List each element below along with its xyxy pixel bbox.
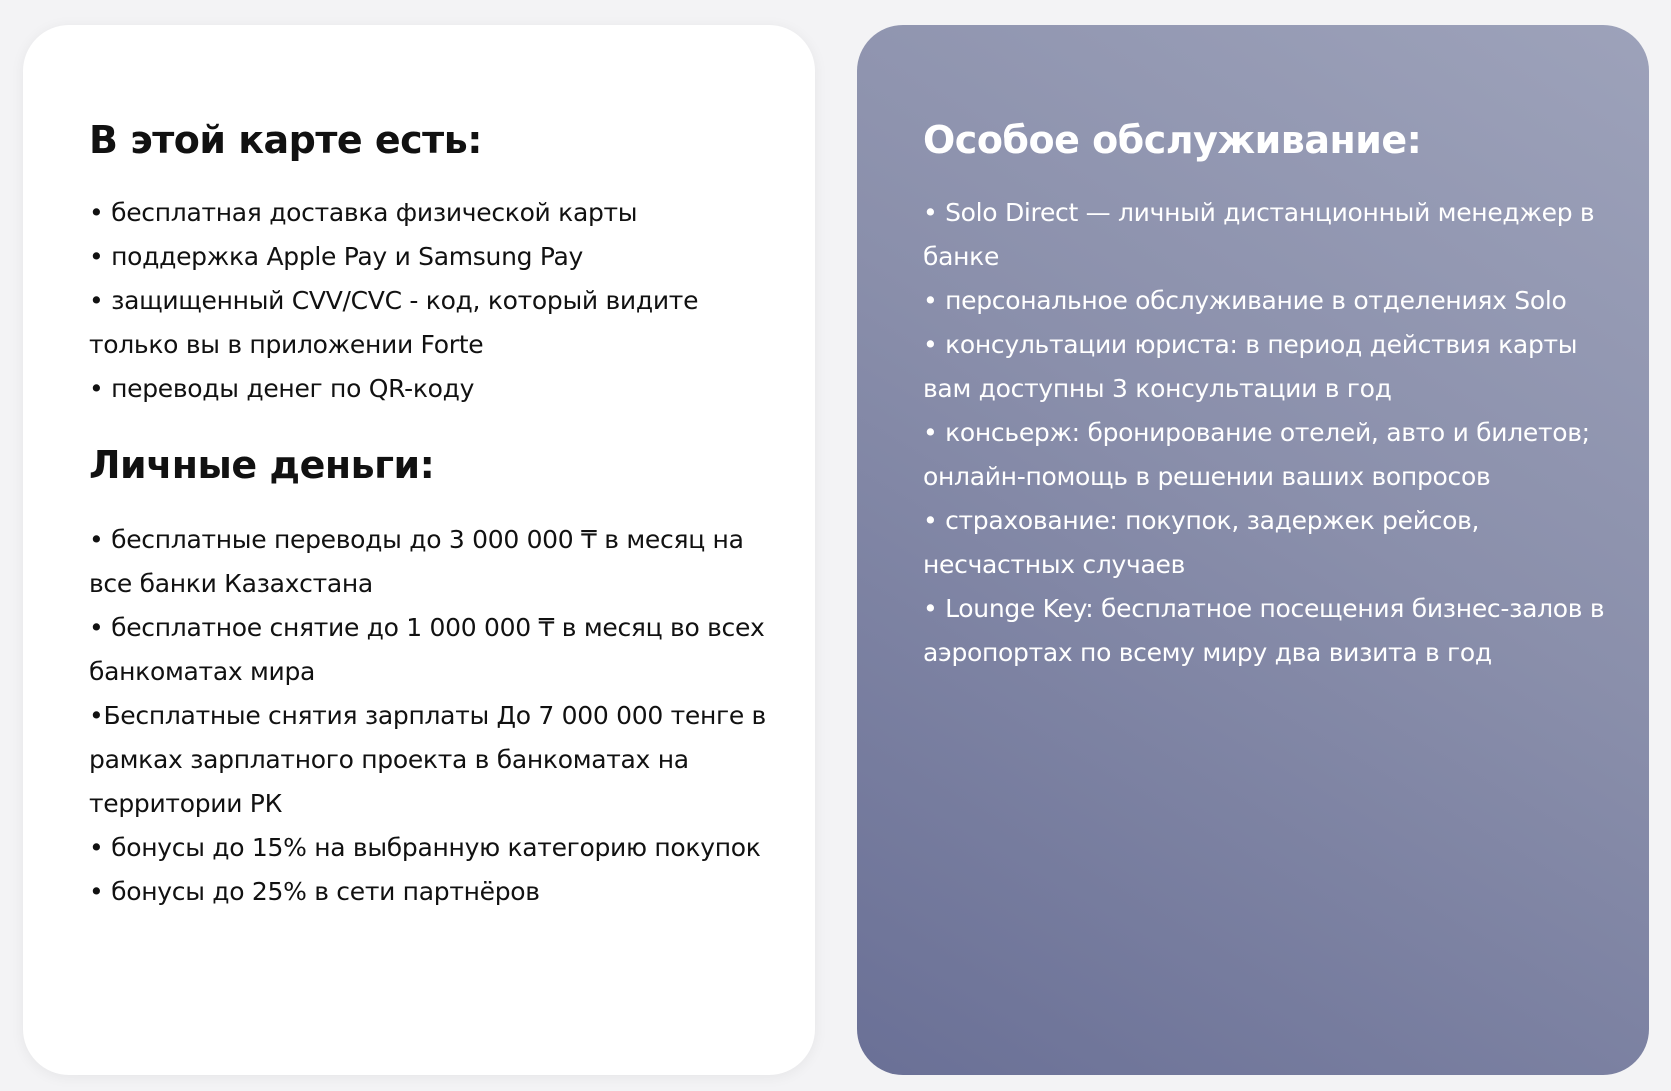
list-item: • защищенный CVV/CVC - код, который видите только вы в приложении Forte bbox=[89, 286, 699, 359]
features-heading: В этой карте есть: bbox=[89, 118, 482, 162]
list-item: • бесплатное снятие до 1 000 000 ₸ в месяц во всех банкоматах мира bbox=[89, 613, 765, 686]
card-special-service bbox=[857, 25, 1649, 1075]
personal-money-list bbox=[89, 518, 779, 914]
list-item: • консультации юриста: в период действия карты вам доступны 3 консультации в год bbox=[923, 330, 1578, 403]
personal-money-heading: Личные деньги: bbox=[89, 443, 435, 487]
list-item: • бесплатные переводы до 3 000 000 ₸ в месяц на все банки Казахстана bbox=[89, 525, 744, 598]
list-item: • страхование: покупок, задержек рейсов, несчастных случаев bbox=[923, 506, 1480, 579]
list-item: • поддержка Apple Pay и Samsung Pay bbox=[89, 242, 584, 271]
special-service-list bbox=[923, 191, 1613, 675]
list-item: • Lounge Key: бесплатное посещения бизнес-залов в аэропортах по всему миру два визита в год bbox=[923, 594, 1605, 667]
list-item: • бонусы до 25% в сети партнёров bbox=[89, 877, 540, 906]
card-features bbox=[23, 25, 815, 1075]
list-item: • бесплатная доставка физической карты bbox=[89, 198, 638, 227]
list-item: • Solo Direct — личный дистанционный менеджер в банке bbox=[923, 198, 1595, 271]
features-list bbox=[89, 191, 779, 411]
list-item: • консьерж: бронирование отелей, авто и билетов; онлайн-помощь в решении ваших вопросов bbox=[923, 418, 1590, 491]
list-item: • персональное обслуживание в отделениях Solo bbox=[923, 286, 1567, 315]
list-item: •Бесплатные снятия зарплаты До 7 000 000 тенге в рамках зарплатного проекта в банкоматах на территории РК bbox=[89, 701, 766, 818]
special-service-heading: Особое обслуживание: bbox=[923, 118, 1422, 162]
list-item: • бонусы до 15% на выбранную категорию покупок bbox=[89, 833, 761, 862]
list-item: • переводы денег по QR-коду bbox=[89, 374, 475, 403]
